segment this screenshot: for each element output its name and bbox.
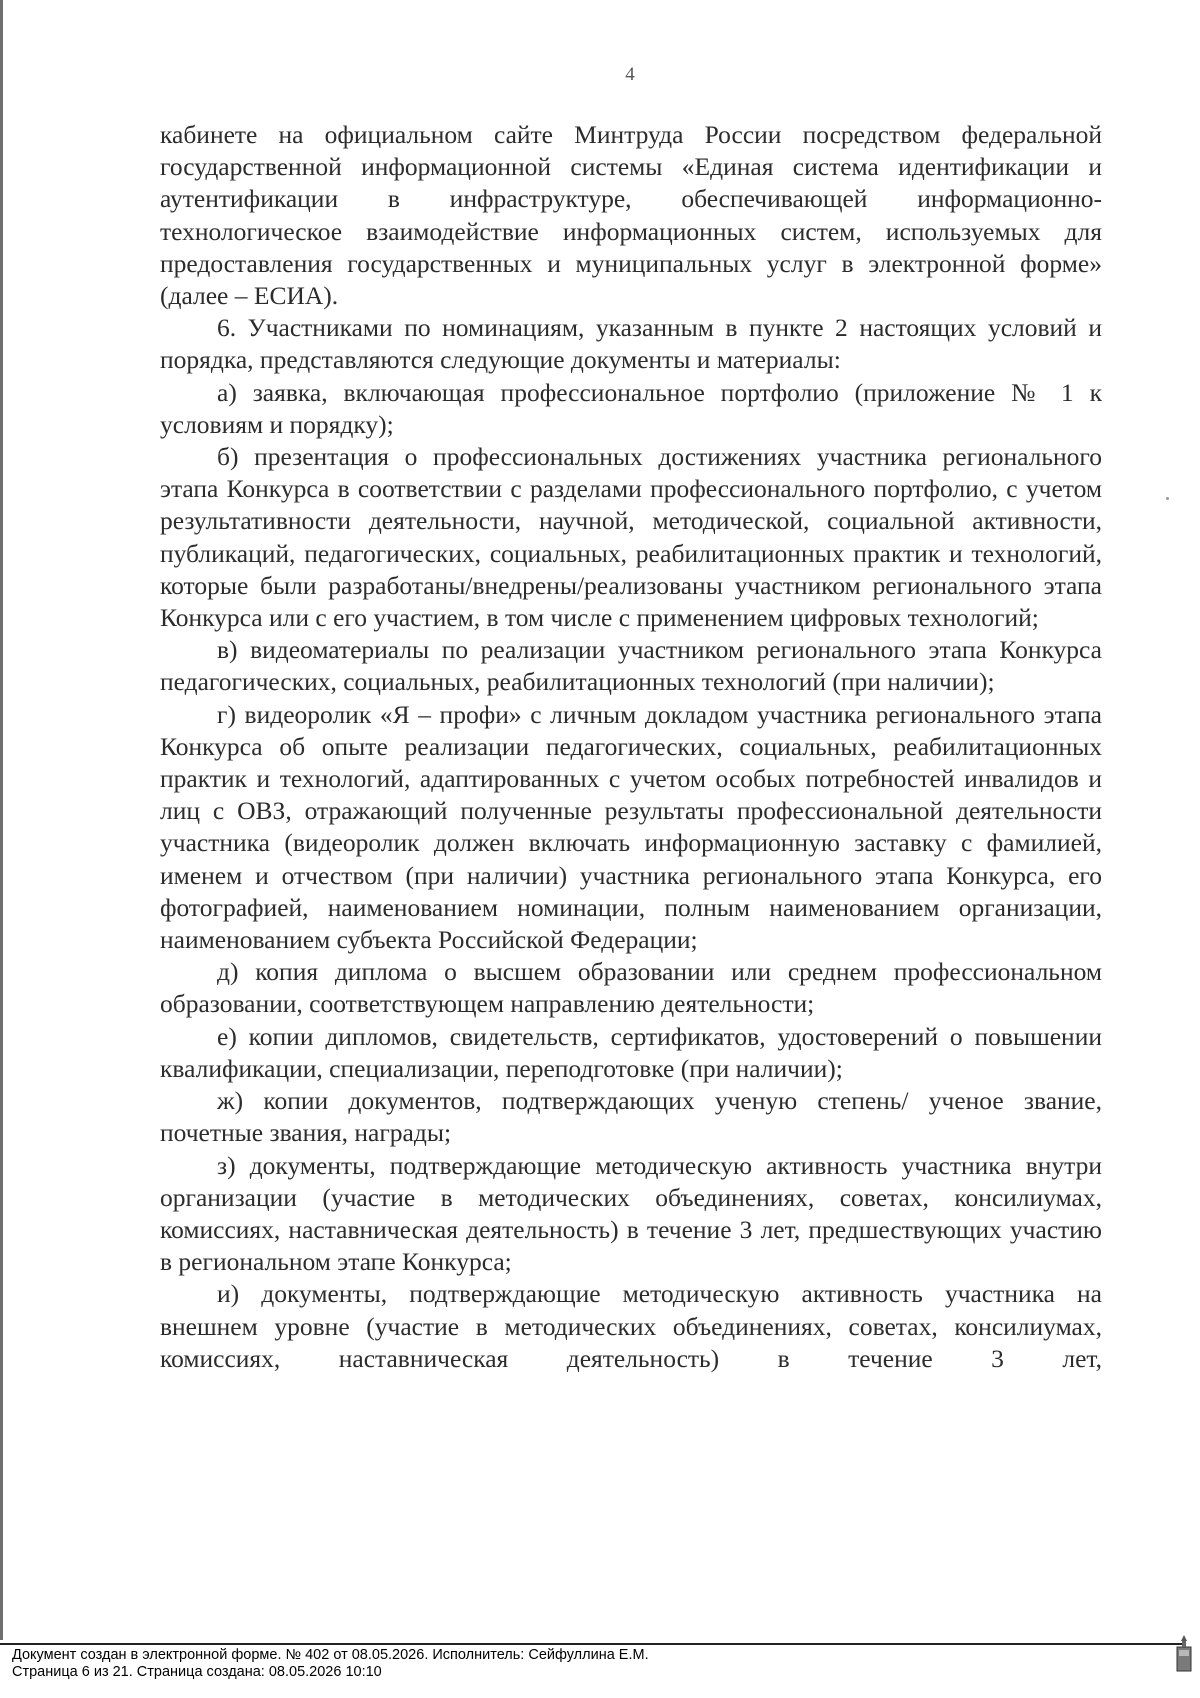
paragraph: ж) копии документов, подтверждающих ученую степень/ ученое звание, почетные звания, награды; bbox=[160, 1086, 1102, 1148]
paragraph: кабинете на официальном сайте Минтруда России посредством федеральной государственной информационной системы «Единая система идентификации и аутентификации в инфраструктуре, обеспечивающей информационно-технологическое взаимодействие информационных систем, используемых для предоставления государственных и муниципальных услуг в электронной форме» (далее – ЕСИА). bbox=[160, 120, 1102, 311]
footer-line-2: Страница 6 из 21. Страница создана: 08.05.2026 10:10 bbox=[12, 1664, 382, 1680]
document-body bbox=[160, 119, 1102, 1375]
footer-line-1: Документ создан в электронной форме. № 402 от 08.05.2026. Исполнитель: Сейфуллина Е.М. bbox=[12, 1647, 649, 1663]
paragraph: г) видеоролик «Я – профи» с личным докладом участника регионального этапа Конкурса об опыте реализации педагогических, социальных, реабилитационных практик и технологий, адаптированных с учетом особых потребностей инвалидов и лиц с ОВЗ, отражающий полученные результаты профессиональной деятельности участника (видеоролик должен включать информационную заставку с фамилией, именем и отчеством (при наличии) участника регионального этапа Конкурса, его фотографией, наименованием номинации, полным наименованием организации, наименованием субъекта Российской Федерации; bbox=[160, 699, 1102, 955]
scan-left-edge bbox=[0, 0, 3, 1640]
scan-speck bbox=[1166, 497, 1169, 500]
paragraph: 6. Участниками по номинациям, указанным в пункте 2 настоящих условий и порядка, представляются следующие документы и материалы: bbox=[160, 313, 1102, 375]
footer-divider bbox=[0, 1643, 1182, 1645]
paragraph: д) копия диплома о высшем образовании или среднем профессиональном образовании, соответствующем направлению деятельности; bbox=[160, 957, 1102, 1019]
paragraph: в) видеоматериалы по реализации участником регионального этапа Конкурса педагогических, социальных, реабилитационных технологий (при наличии); bbox=[160, 635, 1102, 697]
paragraph: з) документы, подтверждающие методическую активность участника внутри организации (участие в методических объединениях, советах, консилиумах, комиссиях, наставническая деятельность) в течение 3 лет, предшествующих участию в региональном этапе Конкурса; bbox=[160, 1150, 1102, 1277]
paragraph: е) копии дипломов, свидетельств, сертификатов, удостоверений о повышении квалификации, специализации, переподготовке (при наличии); bbox=[160, 1021, 1102, 1083]
paragraph: и) документы, подтверждающие методическую активность участника на внешнем уровне (участие в методических объединениях, советах, консилиумах, комиссиях, наставническая деятельность) в течение 3 лет, bbox=[160, 1279, 1102, 1373]
document-stamp-icon bbox=[1174, 1633, 1194, 1673]
footer bbox=[12, 1647, 649, 1681]
page-number: 4 bbox=[625, 64, 635, 85]
paragraph: а) заявка, включающая профессиональное портфолио (приложение № 1 к условиям и порядку); bbox=[160, 377, 1102, 439]
paragraph: б) презентация о профессиональных достижениях участника регионального этапа Конкурса в соответствии с разделами профессионального портфолио, с учетом результативности деятельности, научной, методической, социальной активности, публикаций, педагогических, социальных, реабилитационных практик и технологий, которые были разработаны/внедрены/реализованы участником регионального этапа Конкурса или с его участием, в том числе с применением цифровых технологий; bbox=[160, 442, 1102, 633]
